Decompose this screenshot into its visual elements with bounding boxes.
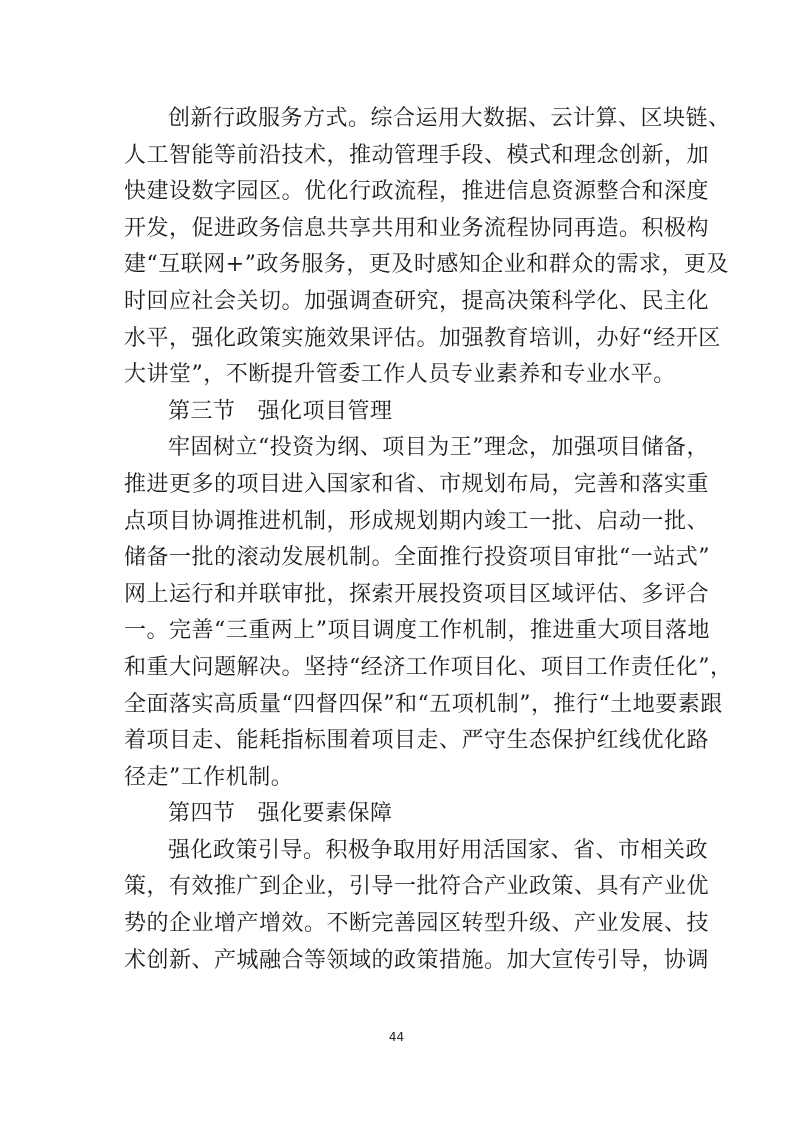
text-line: 一。完善“三重两上”项目调度工作机制，推进重大项目落地 — [124, 618, 710, 644]
text-line: 策，有效推广到企业，引导一批符合产业政策、具有产业优 — [124, 874, 710, 900]
text-line: 和重大问题解决。坚持“经济工作项目化、项目工作责任化”， — [124, 654, 733, 680]
text-line: 牢固树立“投资为纲、项目为王”理念，加强项目储备， — [168, 435, 709, 461]
text-line: 点项目协调推进机制，形成规划期内竣工一批、启动一批、 — [124, 508, 710, 534]
section-number: 第三节 — [168, 398, 236, 424]
text-line: 势的企业增产增效。不断完善园区转型升级、产业发展、技 — [124, 911, 710, 937]
text-line: 术创新、产城融合等领域的政策措施。加大宣传引导，协调 — [124, 947, 710, 973]
text-line: 创新行政服务方式。综合运用大数据、云计算、区块链、 — [168, 106, 731, 131]
text-line: 时回应社会关切。加强调查研究，提高决策科学化、民主化 — [124, 288, 710, 314]
text-line: 大讲堂”，不断提升管委工作人员专业素养和专业水平。 — [124, 362, 676, 388]
paragraph — [124, 430, 733, 796]
text-line: 径走”工作机制。 — [124, 764, 294, 790]
text-line: 开发，促进政务信息共享共用和业务流程协同再造。积极构 — [124, 215, 710, 241]
text-line: 快建设数字园区。优化行政流程，推进信息资源整合和深度 — [124, 179, 710, 205]
text-line: 推进更多的项目进入国家和省、市规划布局，完善和落实重 — [124, 471, 710, 497]
page-number: 44 — [388, 1030, 405, 1044]
text-line: 建“互联网+”政务服务，更及时感知企业和群众的需求，更及 — [124, 252, 729, 278]
section-heading — [124, 394, 672, 431]
section-number: 第四节 — [168, 801, 236, 827]
text-line: 水平，强化政策实施效果评估。加强教育培训，办好“经开区 — [124, 325, 721, 351]
text-line: 网上运行和并联审批，探索开展投资项目区域评估、多评合 — [124, 581, 710, 607]
text-line: 着项目走、能耗指标围着项目走、严守生态保护红线优化路 — [124, 728, 710, 754]
section-title: 强化要素保障 — [257, 801, 393, 827]
text-line: 人工智能等前沿技术，推动管理手段、模式和理念创新，加 — [124, 142, 710, 168]
text-line: 全面落实高质量“四督四保”和“五项机制”，推行“土地要素跟 — [124, 691, 723, 717]
text-line: 储备一批的滚动发展机制。全面推行投资项目审批“一站式” — [124, 545, 710, 571]
paragraph — [124, 101, 731, 394]
document-body — [124, 101, 733, 979]
section-heading — [124, 796, 672, 833]
text-line: 强化政策引导。积极争取用好用活国家、省、市相关政 — [168, 837, 709, 863]
paragraph — [124, 833, 710, 979]
section-title: 强化项目管理 — [257, 398, 393, 424]
